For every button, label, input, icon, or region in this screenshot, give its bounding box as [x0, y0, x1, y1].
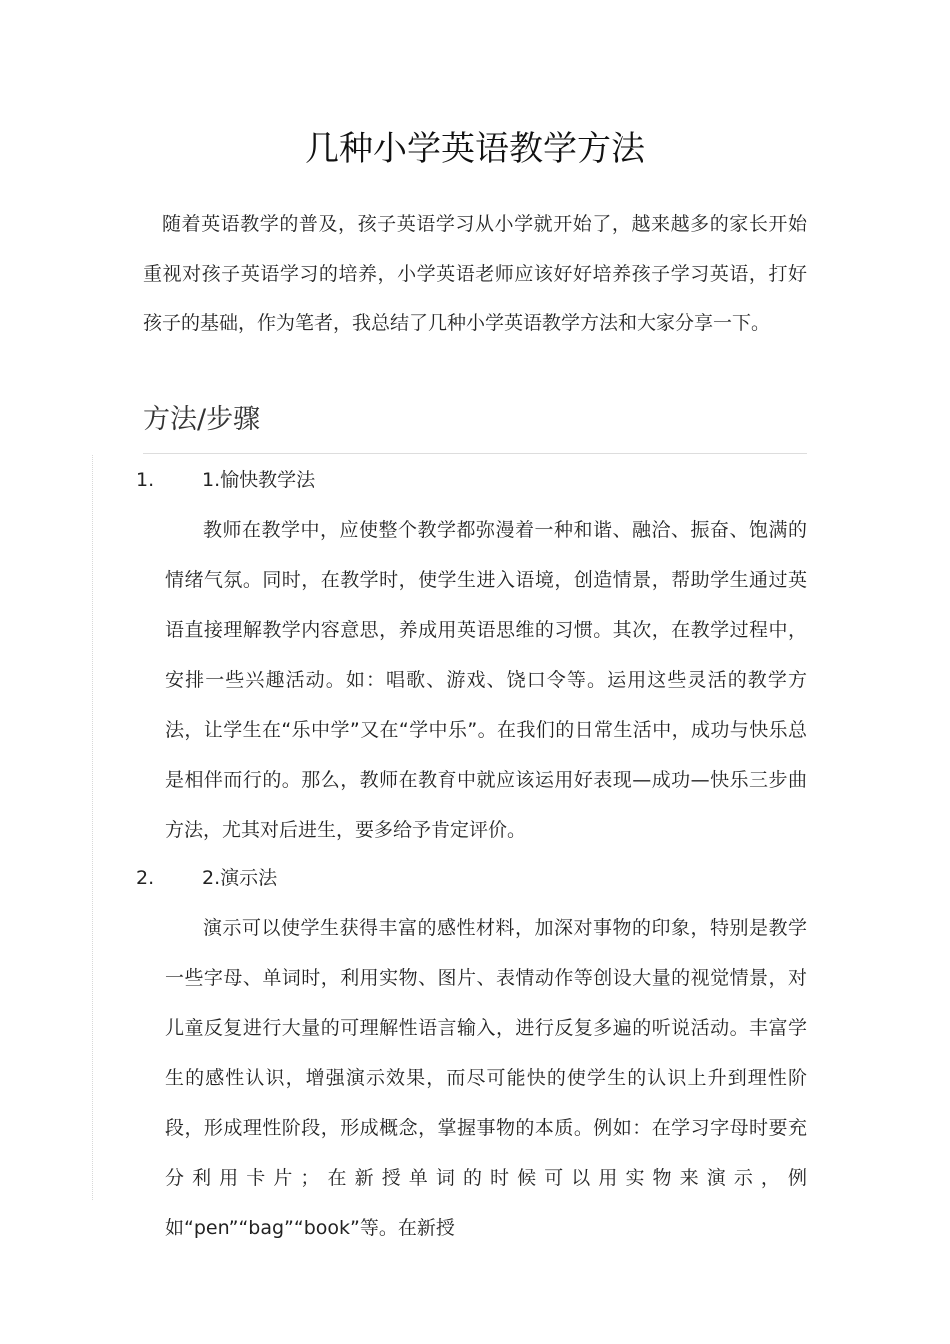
step-body: 演示可以使学生获得丰富的感性材料，加深对事物的印象，特别是教学一些字母、单词时，利用实物、图片、表情动作等创设大量的视觉情景，对儿童反复进行大量的可理解性语言输入，进行反复多遍的听说活动。丰富学生的感性认识，增强演示效果，而尽可能快的使学生的认识上升到理性阶段，形成理性阶段，形成概念，掌握事物的本质。例如：在学习字母时要充分利用卡片；在新授单词的时候可以用实物来演示，例如“pen”“bag”“book”等。在新授 [165, 917, 807, 1239]
section-divider [143, 453, 807, 454]
step-body: 教师在教学中，应使整个教学都弥漫着一种和谐、融洽、振奋、饱满的情绪气氛。同时，在教学时，使学生进入语境，创造情景，帮助学生通过英语直接理解教学内容意思，养成用英语思维的习惯。其次，在教学过程中，安排一些兴趣活动。如：唱歌、游戏、饶口令等。运用这些灵活的教学方法，让学生在“乐中学”又在“学中乐”。在我们的日常生活中，成功与快乐总是相伴而行的。那么，教师在教育中就应该运用好表现—成功—快乐三步曲方法，尤其对后进生，要多给予肯定评价。 [165, 519, 807, 841]
step-title: 2.演示法 [202, 867, 278, 889]
step-number: 2. [136, 867, 155, 889]
section-heading: 方法/步骤 [143, 404, 261, 435]
document-title: 几种小学英语教学方法 [305, 129, 645, 169]
step-title: 1.愉快教学法 [202, 469, 316, 491]
steps-guide-line [92, 455, 93, 1200]
intro-paragraph: 随着英语教学的普及，孩子英语学习从小学就开始了，越来越多的家长开始重视对孩子英语学习的培养，小学英语老师应该好好培养孩子学习英语，打好孩子的基础，作为笔者，我总结了几种小学英语教学方法和大家分享一下。 [143, 213, 807, 334]
step-number: 1. [136, 469, 155, 491]
